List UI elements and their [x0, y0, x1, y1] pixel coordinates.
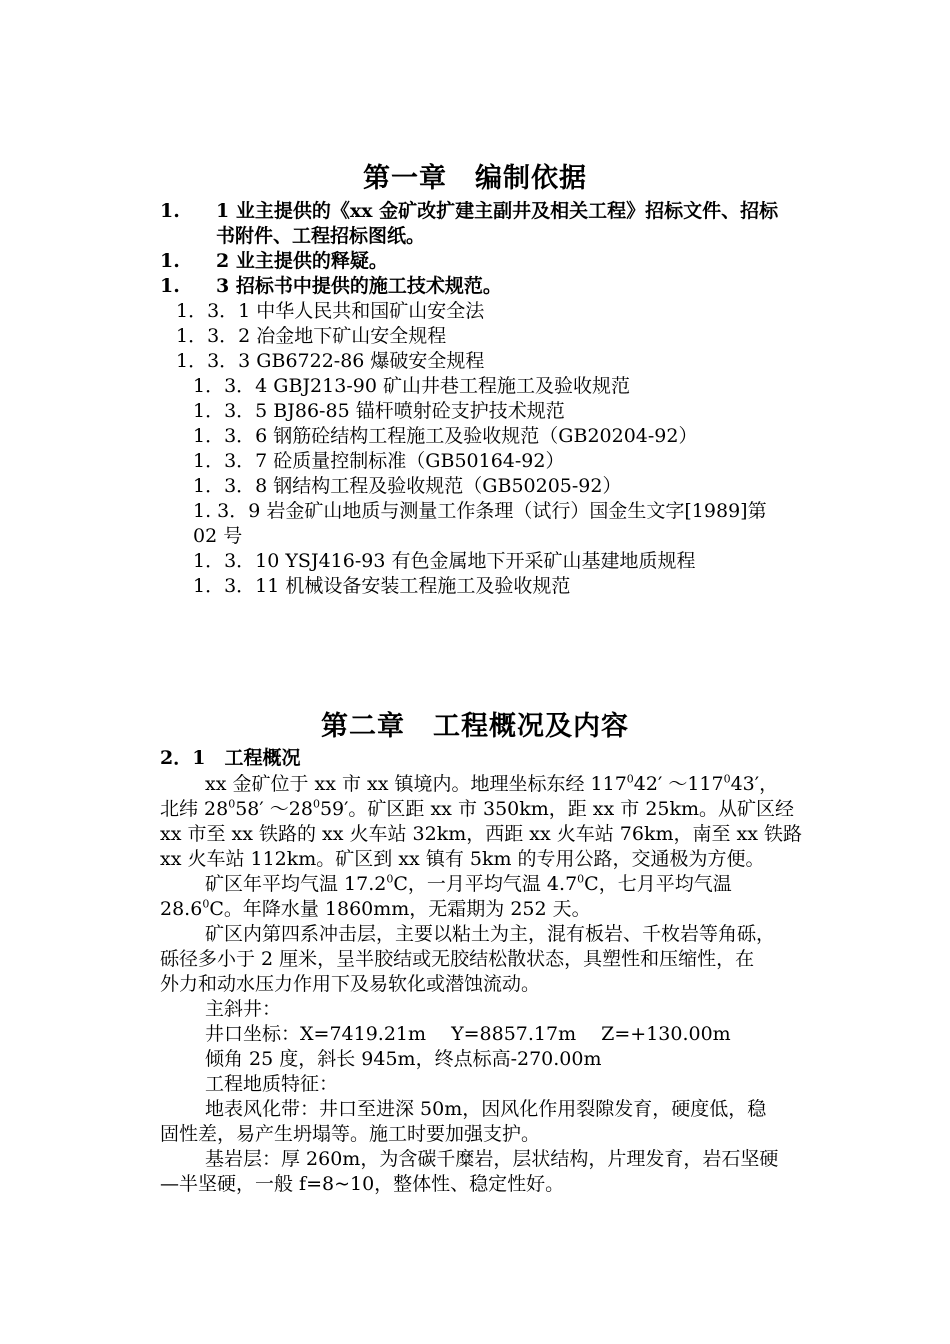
chapter2-title: 第二章 工程概况及内容 — [321, 711, 629, 742]
subitem-1-3-9-line1: 1. 3．9 岩金矿山地质与测量工作条理（试行）国金生文字[1989]第 — [193, 500, 767, 522]
p5-line2: —半坚硬，一般 f=8~10，整体性、稳定性好。 — [160, 1173, 565, 1195]
geology-label: 工程地质特征： — [205, 1073, 339, 1095]
p3-line3: 外力和动水压力作用下及易软化或潜蚀流动。 — [160, 973, 541, 995]
p1-line1: xx 金矿位于 xx 市 xx 镇境内。地理坐标东经 $117^042'$ $\sim 117^043'$， — [205, 772, 779, 795]
p2-line2: 28.6$^0$C。年降水量 1860mm，无霜期为 252 天。 — [160, 897, 591, 920]
subitem-1-3-6: 1．3．6 钢筋砼结构工程施工及验收规范（GB20204-92） — [193, 425, 698, 447]
subitem-1-3-7: 1．3．7 砼质量控制标准（GB50164-92） — [193, 450, 565, 472]
item-1-1-line1: 1. 1 业主提供的《xx 金矿改扩建主副井及相关工程》招标文件、招标 — [160, 200, 779, 222]
subitem-1-3-9-line2: 02 号 — [193, 525, 243, 547]
shaft-incline: 倾角 25 度，斜长 945m，终点标高-270.00m — [205, 1048, 602, 1070]
subitem-1-3-1: 1．3．1 中华人民共和国矿山安全法 — [176, 300, 485, 322]
subitem-1-3-8: 1．3．8 钢结构工程及验收规范（GB50205-92） — [193, 475, 622, 497]
p5-line1: 基岩层：厚 260m，为含碳千糜岩，层状结构，片理发育，岩石坚硬 — [205, 1148, 779, 1170]
p1-line2: 北纬 $28^058'$ $\sim 28^059'$。矿区距 xx 市 350km，距 xx 市 25km。从矿区经 — [160, 797, 795, 820]
p2-line1: 矿区年平均气温 17.2$^0$C，一月平均气温 $4.7^0C$，七月平均气温 — [205, 872, 732, 895]
item-1-2: 1. 2 业主提供的释疑。 — [160, 250, 388, 272]
subitem-1-3-4: 1．3．4 GBJ213-90 矿山井巷工程施工及验收规范 — [193, 375, 630, 397]
p4-line2: 固性差，易产生坍塌等。施工时要加强支护。 — [160, 1123, 541, 1145]
item-1-3: 1. 3 招标书中提供的施工技术规范。 — [160, 275, 502, 297]
shaft-label: 主斜井： — [205, 998, 282, 1020]
subitem-1-3-11: 1．3．11 机械设备安装工程施工及验收规范 — [193, 575, 571, 597]
p3-line1: 矿区内第四系冲击层，主要以粘土为主，混有板岩、千枚岩等角砾， — [205, 923, 776, 945]
subitem-1-3-10: 1．3．10 YSJ416-93 有色金属地下开采矿山基建地质规程 — [193, 550, 696, 572]
p1-line4: xx 火车站 112km。矿区到 xx 镇有 5km 的专用公路，交通极为方便。 — [160, 848, 765, 870]
section-2-1-heading: 2．1 工程概况 — [160, 747, 301, 769]
chapter1-title: 第一章 编制依据 — [363, 163, 587, 194]
subitem-1-3-2: 1．3．2 冶金地下矿山安全规程 — [176, 325, 447, 347]
p1-line3: xx 市至 xx 铁路的 xx 火车站 32km，西距 xx 火车站 76km，南至 xx 铁路 — [160, 823, 803, 845]
item-1-1-line2: 书附件、工程招标图纸。 — [216, 225, 426, 247]
p3-line2: 砾径多小于 2 厘米，呈半胶结或无胶结松散状态，具塑性和压缩性，在 — [160, 948, 755, 970]
subitem-1-3-5: 1．3．5 BJ86-85 锚杆喷射砼支护技术规范 — [193, 400, 565, 422]
p4-line1: 地表风化带：井口至进深 50m，因风化作用裂隙发育，硬度低，稳 — [205, 1098, 767, 1120]
subitem-1-3-3: 1．3．3 GB6722-86 爆破安全规程 — [176, 350, 485, 372]
shaft-coordinates: 井口坐标：X=7419.21m Y=8857.17m Z=+130.00m — [205, 1023, 731, 1045]
